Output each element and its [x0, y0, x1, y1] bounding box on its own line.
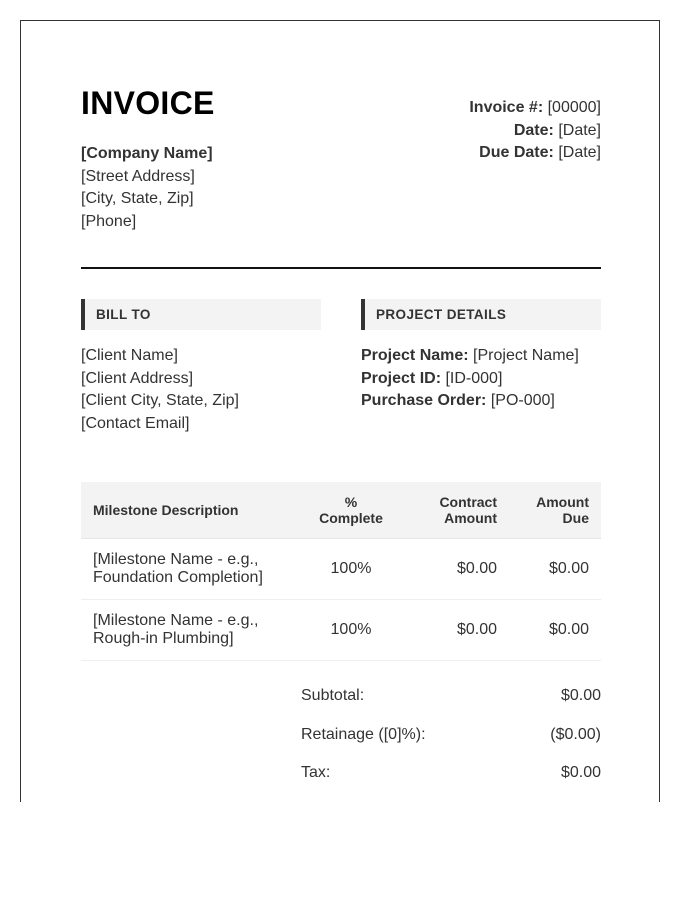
project-name-line — [361, 345, 579, 368]
milestone-desc-line2: Foundation Completion] — [93, 569, 263, 586]
project-name-value: [Project Name] — [473, 347, 579, 364]
retainage-label: Retainage ([0]%): — [301, 725, 426, 743]
purchase-order-label: Purchase Order: — [361, 392, 487, 409]
company-info — [81, 143, 213, 233]
invoice-number-line — [469, 97, 601, 120]
invoice-number-value: [00000] — [547, 99, 601, 116]
table-row — [81, 539, 601, 600]
header-percent-line1: % — [344, 494, 358, 510]
subtotal-row — [301, 687, 601, 726]
header-due-line2: Due — [562, 510, 589, 526]
retainage-value: ($0.00) — [550, 725, 601, 743]
due-date-value: [Date] — [558, 144, 601, 161]
milestone-contract-amount: $0.00 — [456, 621, 497, 638]
invoice-number-label: Invoice #: — [469, 99, 544, 116]
milestone-desc-line2: Rough-in Plumbing] — [93, 630, 234, 647]
milestone-contract-amount: $0.00 — [456, 560, 497, 577]
table-row — [81, 600, 601, 661]
due-date-label: Due Date: — [479, 144, 554, 161]
tax-value: $0.00 — [560, 764, 601, 781]
retainage-row — [301, 726, 601, 765]
purchase-order-value: [PO-000] — [490, 392, 555, 409]
tax-label: Tax: — [301, 764, 331, 781]
invoice-date-label: Date: — [513, 121, 554, 139]
client-city: [Client City, State, Zip] — [81, 392, 239, 409]
header-due-line1: Amount — [536, 494, 589, 510]
header-divider — [81, 267, 601, 269]
milestone-table — [81, 482, 601, 661]
milestone-description — [93, 600, 293, 660]
header-description-label: Milestone Description — [93, 502, 239, 518]
company-city: [City, State, Zip] — [81, 190, 194, 207]
header-amount-due — [501, 482, 589, 538]
invoice-page — [20, 20, 660, 802]
project-name-label: Project Name: — [361, 347, 469, 364]
milestone-percent: 100% — [330, 621, 372, 638]
table-header — [81, 482, 601, 539]
company-phone: [Phone] — [81, 212, 137, 230]
milestone-amount-due: $0.00 — [548, 560, 589, 577]
totals-section — [301, 687, 601, 803]
purchase-order-line — [361, 390, 579, 413]
header-contract-line1: Contract — [439, 494, 497, 510]
milestone-desc-line1: [Milestone Name - e.g., — [93, 551, 259, 568]
project-details-heading: PROJECT DETAILS — [361, 299, 601, 330]
invoice-title: INVOICE — [81, 85, 215, 121]
bill-to-heading: BILL TO — [81, 299, 321, 330]
project-details — [361, 345, 579, 413]
company-name: [Company Name] — [81, 145, 213, 162]
project-id-line — [361, 368, 579, 391]
invoice-meta — [469, 97, 601, 165]
subtotal-value: $0.00 — [560, 687, 601, 704]
invoice-date-value: [Date] — [558, 121, 601, 139]
client-name: [Client Name] — [81, 347, 178, 364]
header-percent-complete — [291, 482, 411, 538]
client-address: [Client Address] — [81, 369, 194, 387]
project-id-label: Project ID: — [361, 369, 442, 387]
tax-row — [301, 764, 601, 803]
milestone-desc-line1: [Milestone Name - e.g., — [93, 612, 259, 629]
header-contract-line2: Amount — [444, 510, 497, 526]
project-id-value: [ID-000] — [445, 369, 503, 387]
company-street: [Street Address] — [81, 167, 195, 185]
header-contract-amount — [401, 482, 497, 538]
invoice-date-line — [469, 120, 601, 143]
due-date-line — [469, 142, 601, 165]
header-description — [93, 482, 293, 538]
bill-to-details — [81, 345, 239, 435]
milestone-percent: 100% — [330, 560, 372, 577]
subtotal-label: Subtotal: — [301, 687, 365, 704]
milestone-description — [93, 539, 293, 599]
header-percent-line2: Complete — [319, 510, 383, 526]
client-email: [Contact Email] — [81, 414, 190, 432]
milestone-amount-due: $0.00 — [548, 621, 589, 638]
